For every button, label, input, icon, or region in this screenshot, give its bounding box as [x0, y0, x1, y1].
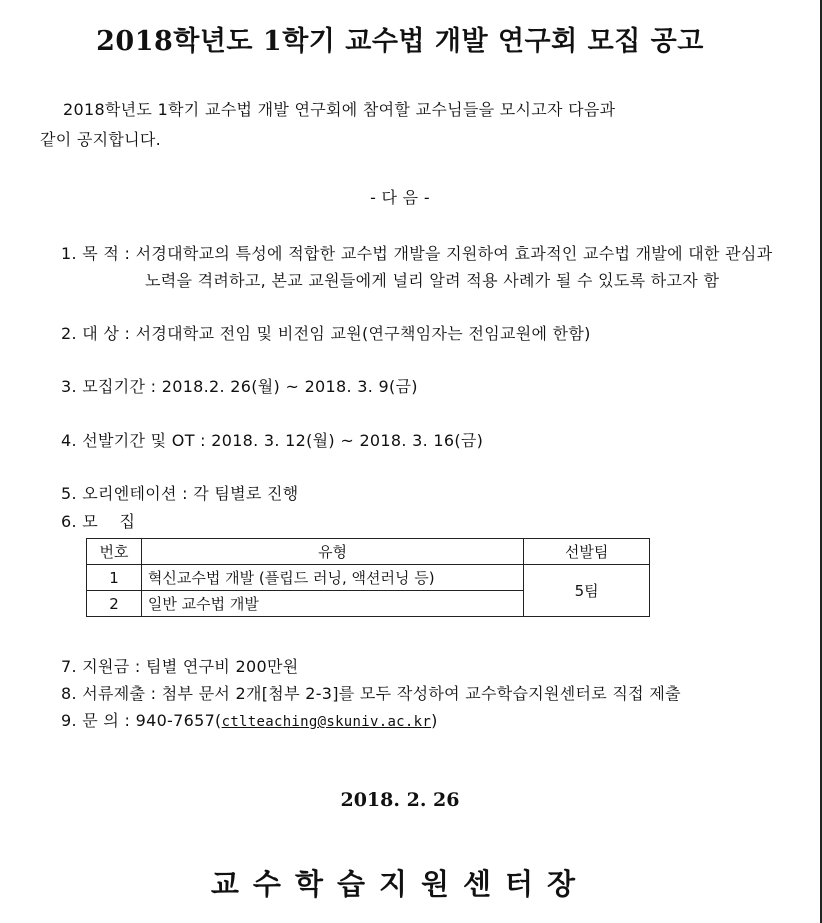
- row-no: 2: [87, 591, 142, 617]
- table-row: [87, 565, 650, 591]
- teams-value: 5팀: [524, 565, 650, 617]
- item-recruit: 6. 모 집: [61, 512, 136, 531]
- item-orientation: 5. 오리엔테이션 : 각 팀별로 진행: [61, 484, 299, 503]
- contact-suffix: ): [431, 711, 438, 730]
- item-selection: 4. 선발기간 및 OT : 2018. 3. 12(월) ~ 2018. 3. 16(금): [61, 431, 484, 450]
- row-no: 1: [87, 565, 142, 591]
- item-purpose-line-2: 노력을 격려하고, 본교 교원들에게 널리 알려 적용 사례가 될 수 있도록 하고자 함: [145, 271, 720, 290]
- row-type: 혁신교수법 개발 (플립드 러닝, 액션러닝 등): [141, 565, 523, 591]
- item-funding: 7. 지원금 : 팀별 연구비 200만원: [61, 657, 299, 676]
- header-no: 번호: [87, 539, 142, 565]
- issuer-signature: 교수학습지원센터장: [210, 867, 590, 901]
- header-teams: 선발팀: [524, 539, 650, 565]
- recruit-table: [86, 538, 650, 617]
- notice-date: 2018. 2. 26: [340, 789, 460, 811]
- intro-line-1: 2018학년도 1학기 교수법 개발 연구회에 참여할 교수님들을 모시고자 다음과: [63, 100, 616, 119]
- contact-prefix: 9. 문 의 : 940-7657(: [61, 711, 222, 730]
- item-period: 3. 모집기간 : 2018.2. 26(월) ~ 2018. 3. 9(금): [61, 377, 418, 396]
- item-submission: 8. 서류제출 : 첨부 문서 2개[첨부 2-3]를 모두 작성하여 교수학습지원센터로 직접 제출: [61, 684, 681, 703]
- header-type: 유형: [141, 539, 523, 565]
- intro-line-2: 같이 공지합니다.: [40, 130, 162, 149]
- subheading: - 다 음 -: [370, 188, 430, 207]
- item-purpose-line-1: 1. 목 적 : 서경대학교의 특성에 적합한 교수법 개발을 지원하여 효과적인 교수법 개발에 대한 관심과: [61, 244, 773, 263]
- item-contact: [61, 708, 438, 731]
- row-type: 일반 교수법 개발: [141, 591, 523, 617]
- contact-email-link[interactable]: ctlteaching@skuniv.ac.kr: [221, 714, 432, 730]
- table-header-row: [87, 539, 650, 565]
- item-target: 2. 대 상 : 서경대학교 전임 및 비전임 교원(연구책임자는 전임교원에 한함): [61, 324, 591, 343]
- notice-title: 2018학년도 1학기 교수법 개발 연구회 모집 공고: [96, 26, 704, 57]
